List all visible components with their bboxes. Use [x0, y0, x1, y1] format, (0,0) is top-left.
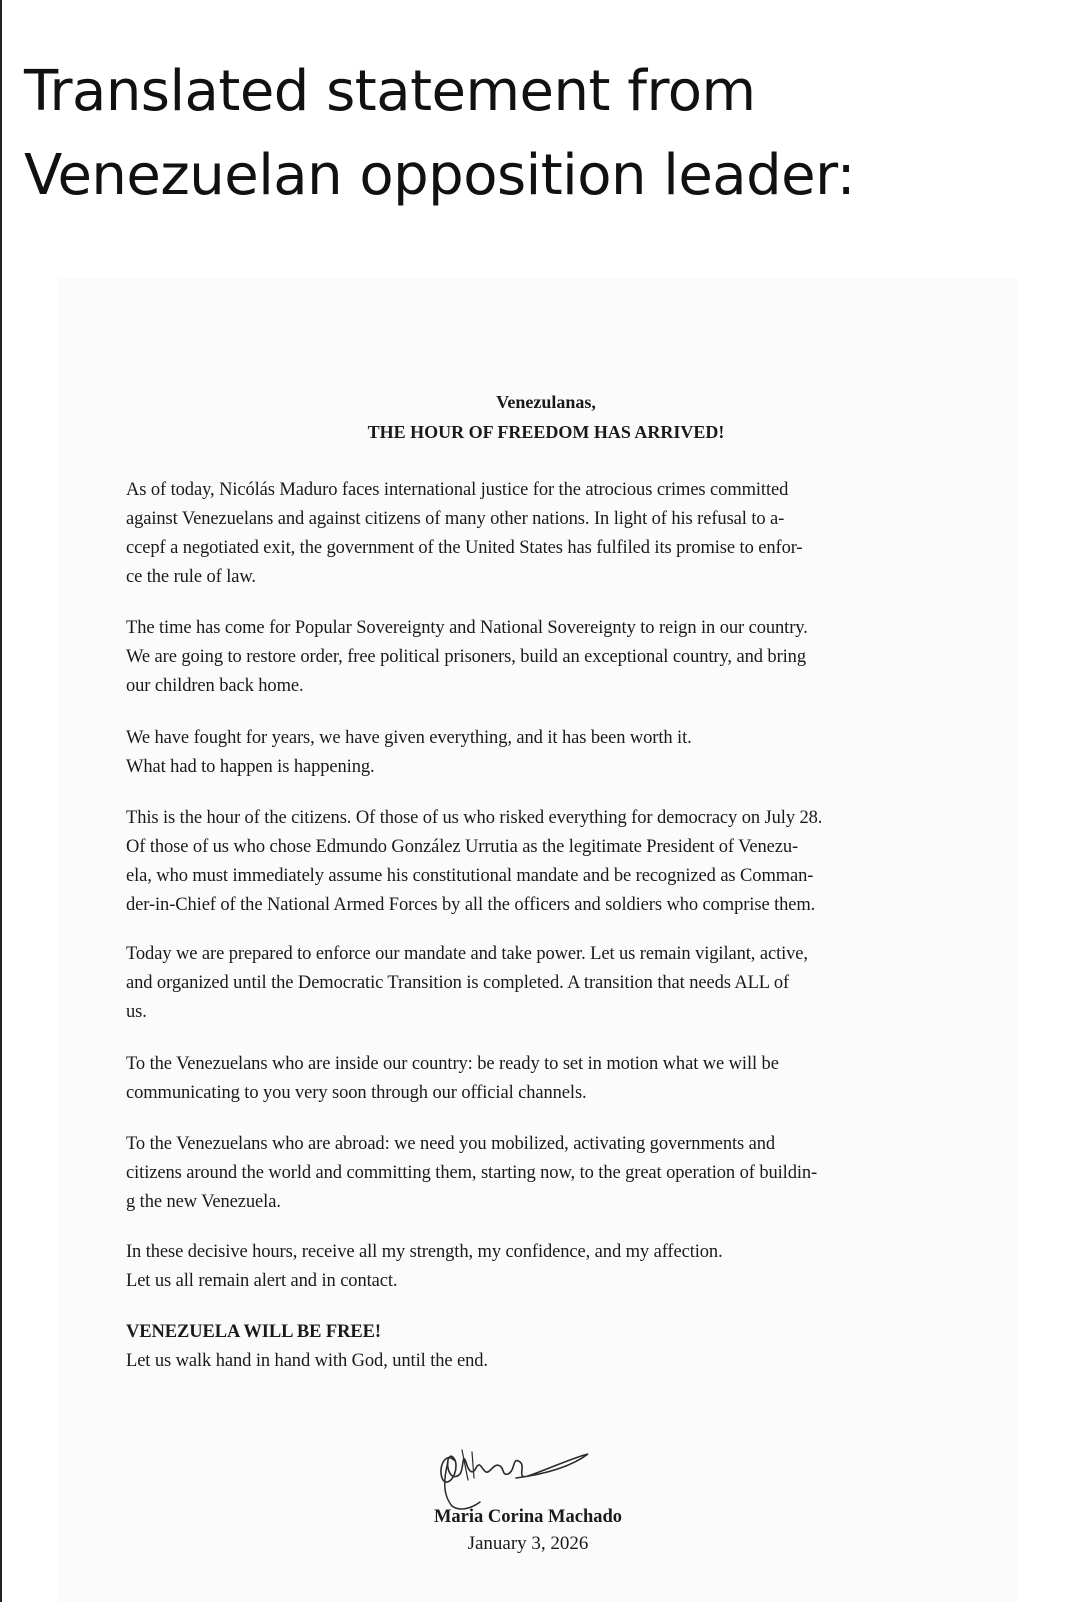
text-line: What had to happen is happening. [126, 757, 375, 777]
text-line: against Venezuelans and against citizens of many other nations. In light of his refusal to a- [126, 509, 785, 529]
text-line: communicating to you very soon through our official channels. [126, 1083, 587, 1103]
text-line: ela, who must immediately assume his constitutional mandate and be recognized as Comman- [126, 866, 814, 886]
paragraph-8 [126, 1238, 966, 1296]
text-line: In these decisive hours, receive all my strength, my confidence, and my affection. [126, 1242, 723, 1262]
paragraph-6 [126, 1050, 966, 1108]
text-line: us. [126, 1002, 147, 1022]
text-line: We are going to restore order, free political prisoners, build an exceptional country, and bring [126, 647, 806, 667]
text-line: citizens around the world and committing them, starting now, to the great operation of buildin- [126, 1163, 818, 1183]
paragraph-1 [126, 476, 966, 592]
text-line: ccepf a negotiated exit, the government of the United States has fulfiled its promise to enfor- [126, 538, 803, 558]
text-line: Of those of us who chose Edmundo González Urrutia as the legitimate President of Venezu- [126, 837, 799, 857]
text-line: The time has come for Popular Sovereignty and National Sovereignty to reign in our country. [126, 618, 808, 638]
closing [126, 1318, 966, 1376]
paragraph-5 [126, 940, 966, 1027]
headline-line-2: Venezuelan opposition leader: [24, 143, 856, 208]
left-border [0, 0, 2, 1602]
greeting: Venezulanas, [496, 392, 596, 412]
signature [376, 1422, 596, 1512]
text-line: Let us all remain alert and in contact. [126, 1271, 398, 1291]
text-line: To the Venezuelans who are abroad: we need you mobilized, activating governments and [126, 1134, 776, 1154]
paragraph-2 [126, 614, 966, 701]
text-line: our children back home. [126, 676, 304, 696]
post-headline [24, 50, 1064, 218]
text-line: We have fought for years, we have given everything, and it has been worth it. [126, 728, 692, 748]
headline-line-1: Translated statement from [24, 59, 756, 124]
text-line: As of today, Nicólás Maduro faces international justice for the atrocious crimes committed [126, 480, 789, 500]
letter-heading [126, 387, 966, 447]
closing-slogan: VENEZUELA WILL BE FREE! [126, 1322, 381, 1342]
letter-date: January 3, 2026 [467, 1533, 589, 1554]
text-line: This is the hour of the citizens. Of those of us who risked everything for democracy on July 28. [126, 808, 823, 828]
text-line: ce the rule of law. [126, 567, 256, 587]
text-line: Today we are prepared to enforce our mandate and take power. Let us remain vigilant, active, [126, 944, 808, 964]
text-line: To the Venezuelans who are inside our country: be ready to set in motion what we will be [126, 1054, 779, 1074]
text-line: der-in-Chief of the National Armed Forces by all the officers and soldiers who comprise them. [126, 895, 816, 915]
letter-image [58, 278, 1018, 1602]
text-line: and organized until the Democratic Transition is completed. A transition that needs ALL of [126, 973, 790, 993]
closing-line: Let us walk hand in hand with God, until the end. [126, 1351, 488, 1371]
paragraph-4 [126, 804, 966, 920]
letter-title: THE HOUR OF FREEDOM HAS ARRIVED! [367, 422, 725, 442]
paragraph-3 [126, 724, 966, 782]
paragraph-7 [126, 1130, 966, 1217]
signer-name: Maria Corina Machado [433, 1507, 623, 1527]
text-line: g the new Venezuela. [126, 1192, 281, 1212]
